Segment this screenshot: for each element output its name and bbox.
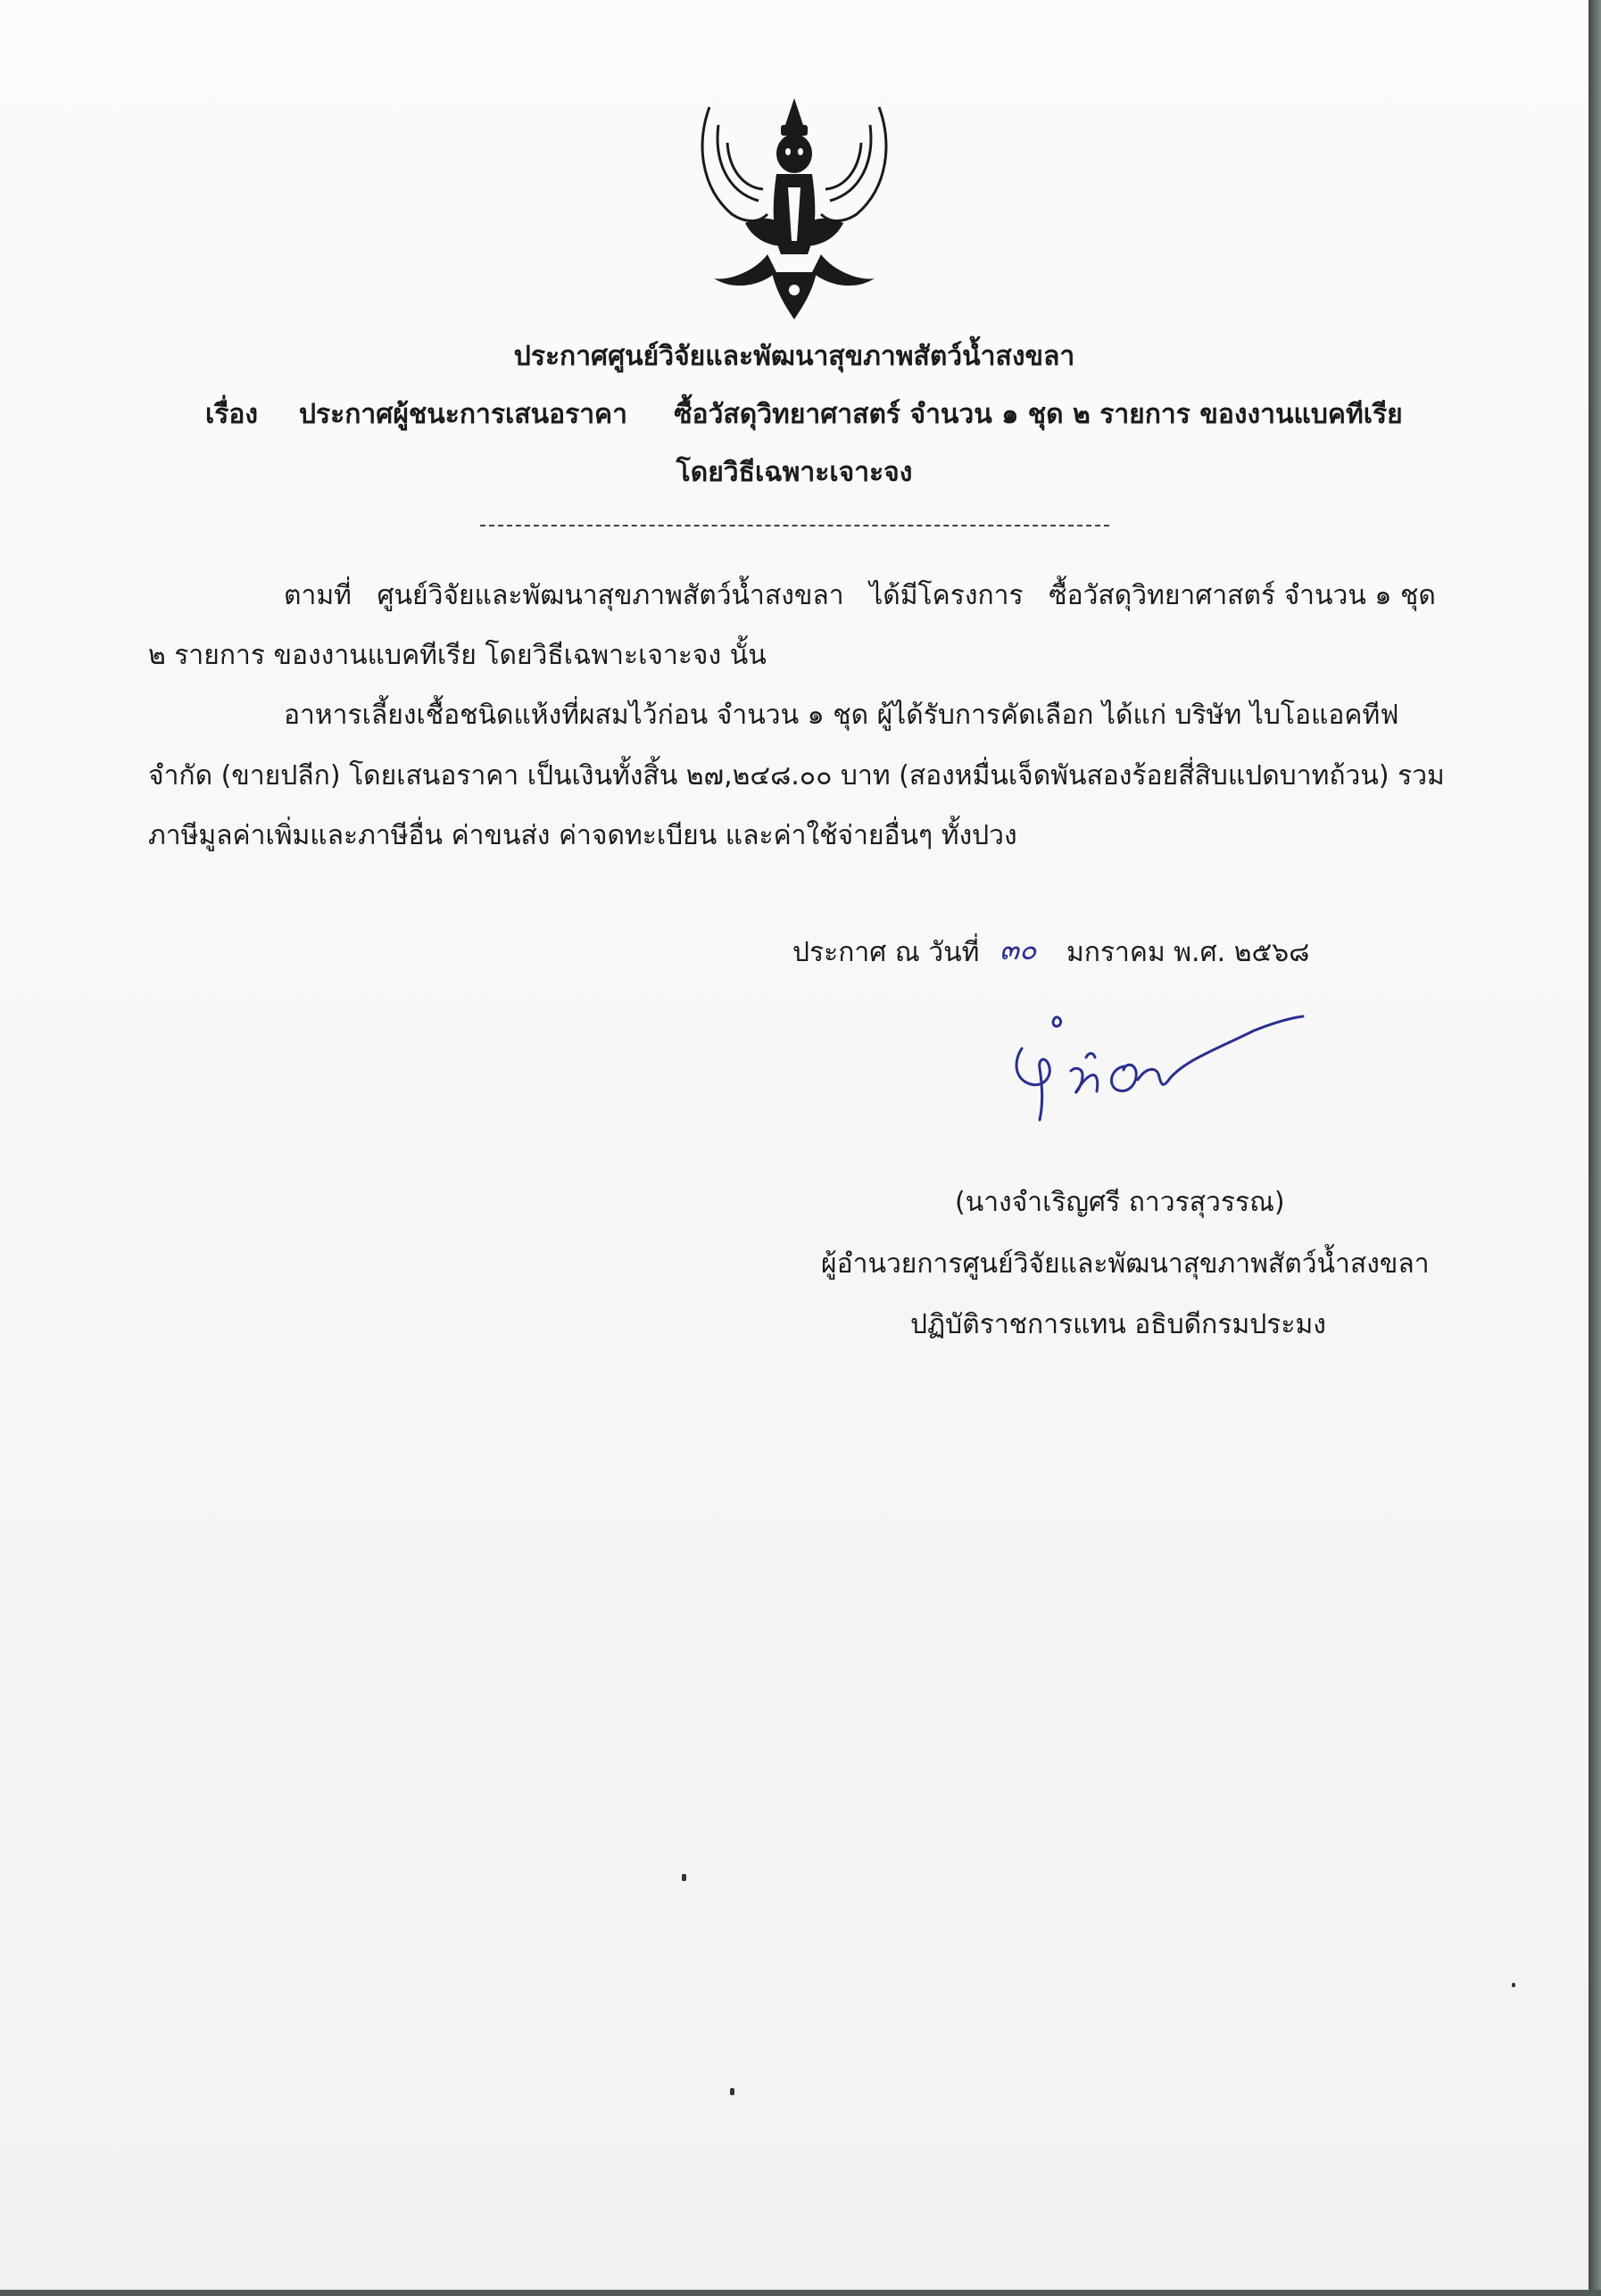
handwritten-signature bbox=[1004, 995, 1316, 1129]
paper-speck bbox=[682, 1874, 686, 1881]
paragraph-2-line-2: จำกัด (ขายปลีก) โดยเสนอราคา เป็นเงินทั้งสิ้น ๒๗,๒๔๘.๐๐ บาท (สองหมื่นเจ็ดพันสองร้อยสี่สิบแปดบาทถ้วน) รวม bbox=[148, 760, 1445, 792]
dateline-prefix: ประกาศ ณ วันที่ bbox=[792, 937, 980, 968]
paragraph-1-line-2: ๒ รายการ ของงานแบคทีเรีย โดยวิธีเฉพาะเจาะจง นั้น bbox=[148, 640, 767, 671]
signatory-acting-for: ปฏิบัติราชการแทน อธิบดีกรมประมง bbox=[910, 1309, 1326, 1340]
subject-line-2: โดยวิธีเฉพาะเจาะจง bbox=[676, 457, 913, 488]
desk-edge-bottom bbox=[0, 2290, 1601, 2296]
paper-speck bbox=[1512, 1983, 1515, 1987]
subject-label: เรื่อง bbox=[205, 399, 259, 430]
dateline-day-handwritten: ๓๐ bbox=[1000, 932, 1037, 966]
signatory-name: (นางจำเริญศรี ถาวรสุวรรณ) bbox=[955, 1187, 1285, 1218]
desk-edge-right bbox=[1589, 0, 1601, 2296]
subject-line-1: ประกาศผู้ชนะการเสนอราคา ซื้อวัสดุวิทยาศาสตร์ จำนวน ๑ ชุด ๒ รายการ ของงานแบคทีเรีย bbox=[299, 399, 1403, 430]
dashed-separator bbox=[480, 525, 1109, 526]
paragraph-1-line-1: ตามที่ ศูนย์วิจัยและพัฒนาสุขภาพสัตว์น้ำสงขลา ได้มีโครงการ ซื้อวัสดุวิทยาศาสตร์ จำนวน ๑ ชุด bbox=[284, 580, 1436, 611]
dateline-month-year: มกราคม พ.ศ. ๒๕๖๘ bbox=[1066, 937, 1310, 968]
signatory-position: ผู้อำนวยการศูนย์วิจัยและพัฒนาสุขภาพสัตว์น้ำสงขลา bbox=[821, 1248, 1430, 1280]
garuda-emblem-icon bbox=[692, 89, 897, 323]
paragraph-2-line-1: อาหารเลี้ยงเชื้อชนิดแห้งที่ผสมไว้ก่อน จำนวน ๑ ชุด ผู้ได้รับการคัดเลือก ได้แก่ บริษัท ไบโอแอคทีฟ bbox=[284, 700, 1399, 731]
paragraph-2-line-3: ภาษีมูลค่าเพิ่มและภาษีอื่น ค่าขนส่ง ค่าจดทะเบียน และค่าใช้จ่ายอื่นๆ ทั้งปวง bbox=[148, 820, 1017, 851]
paper-speck bbox=[730, 2088, 734, 2095]
announcement-title: ประกาศศูนย์วิจัยและพัฒนาสุขภาพสัตว์น้ำสงขลา bbox=[513, 341, 1075, 372]
